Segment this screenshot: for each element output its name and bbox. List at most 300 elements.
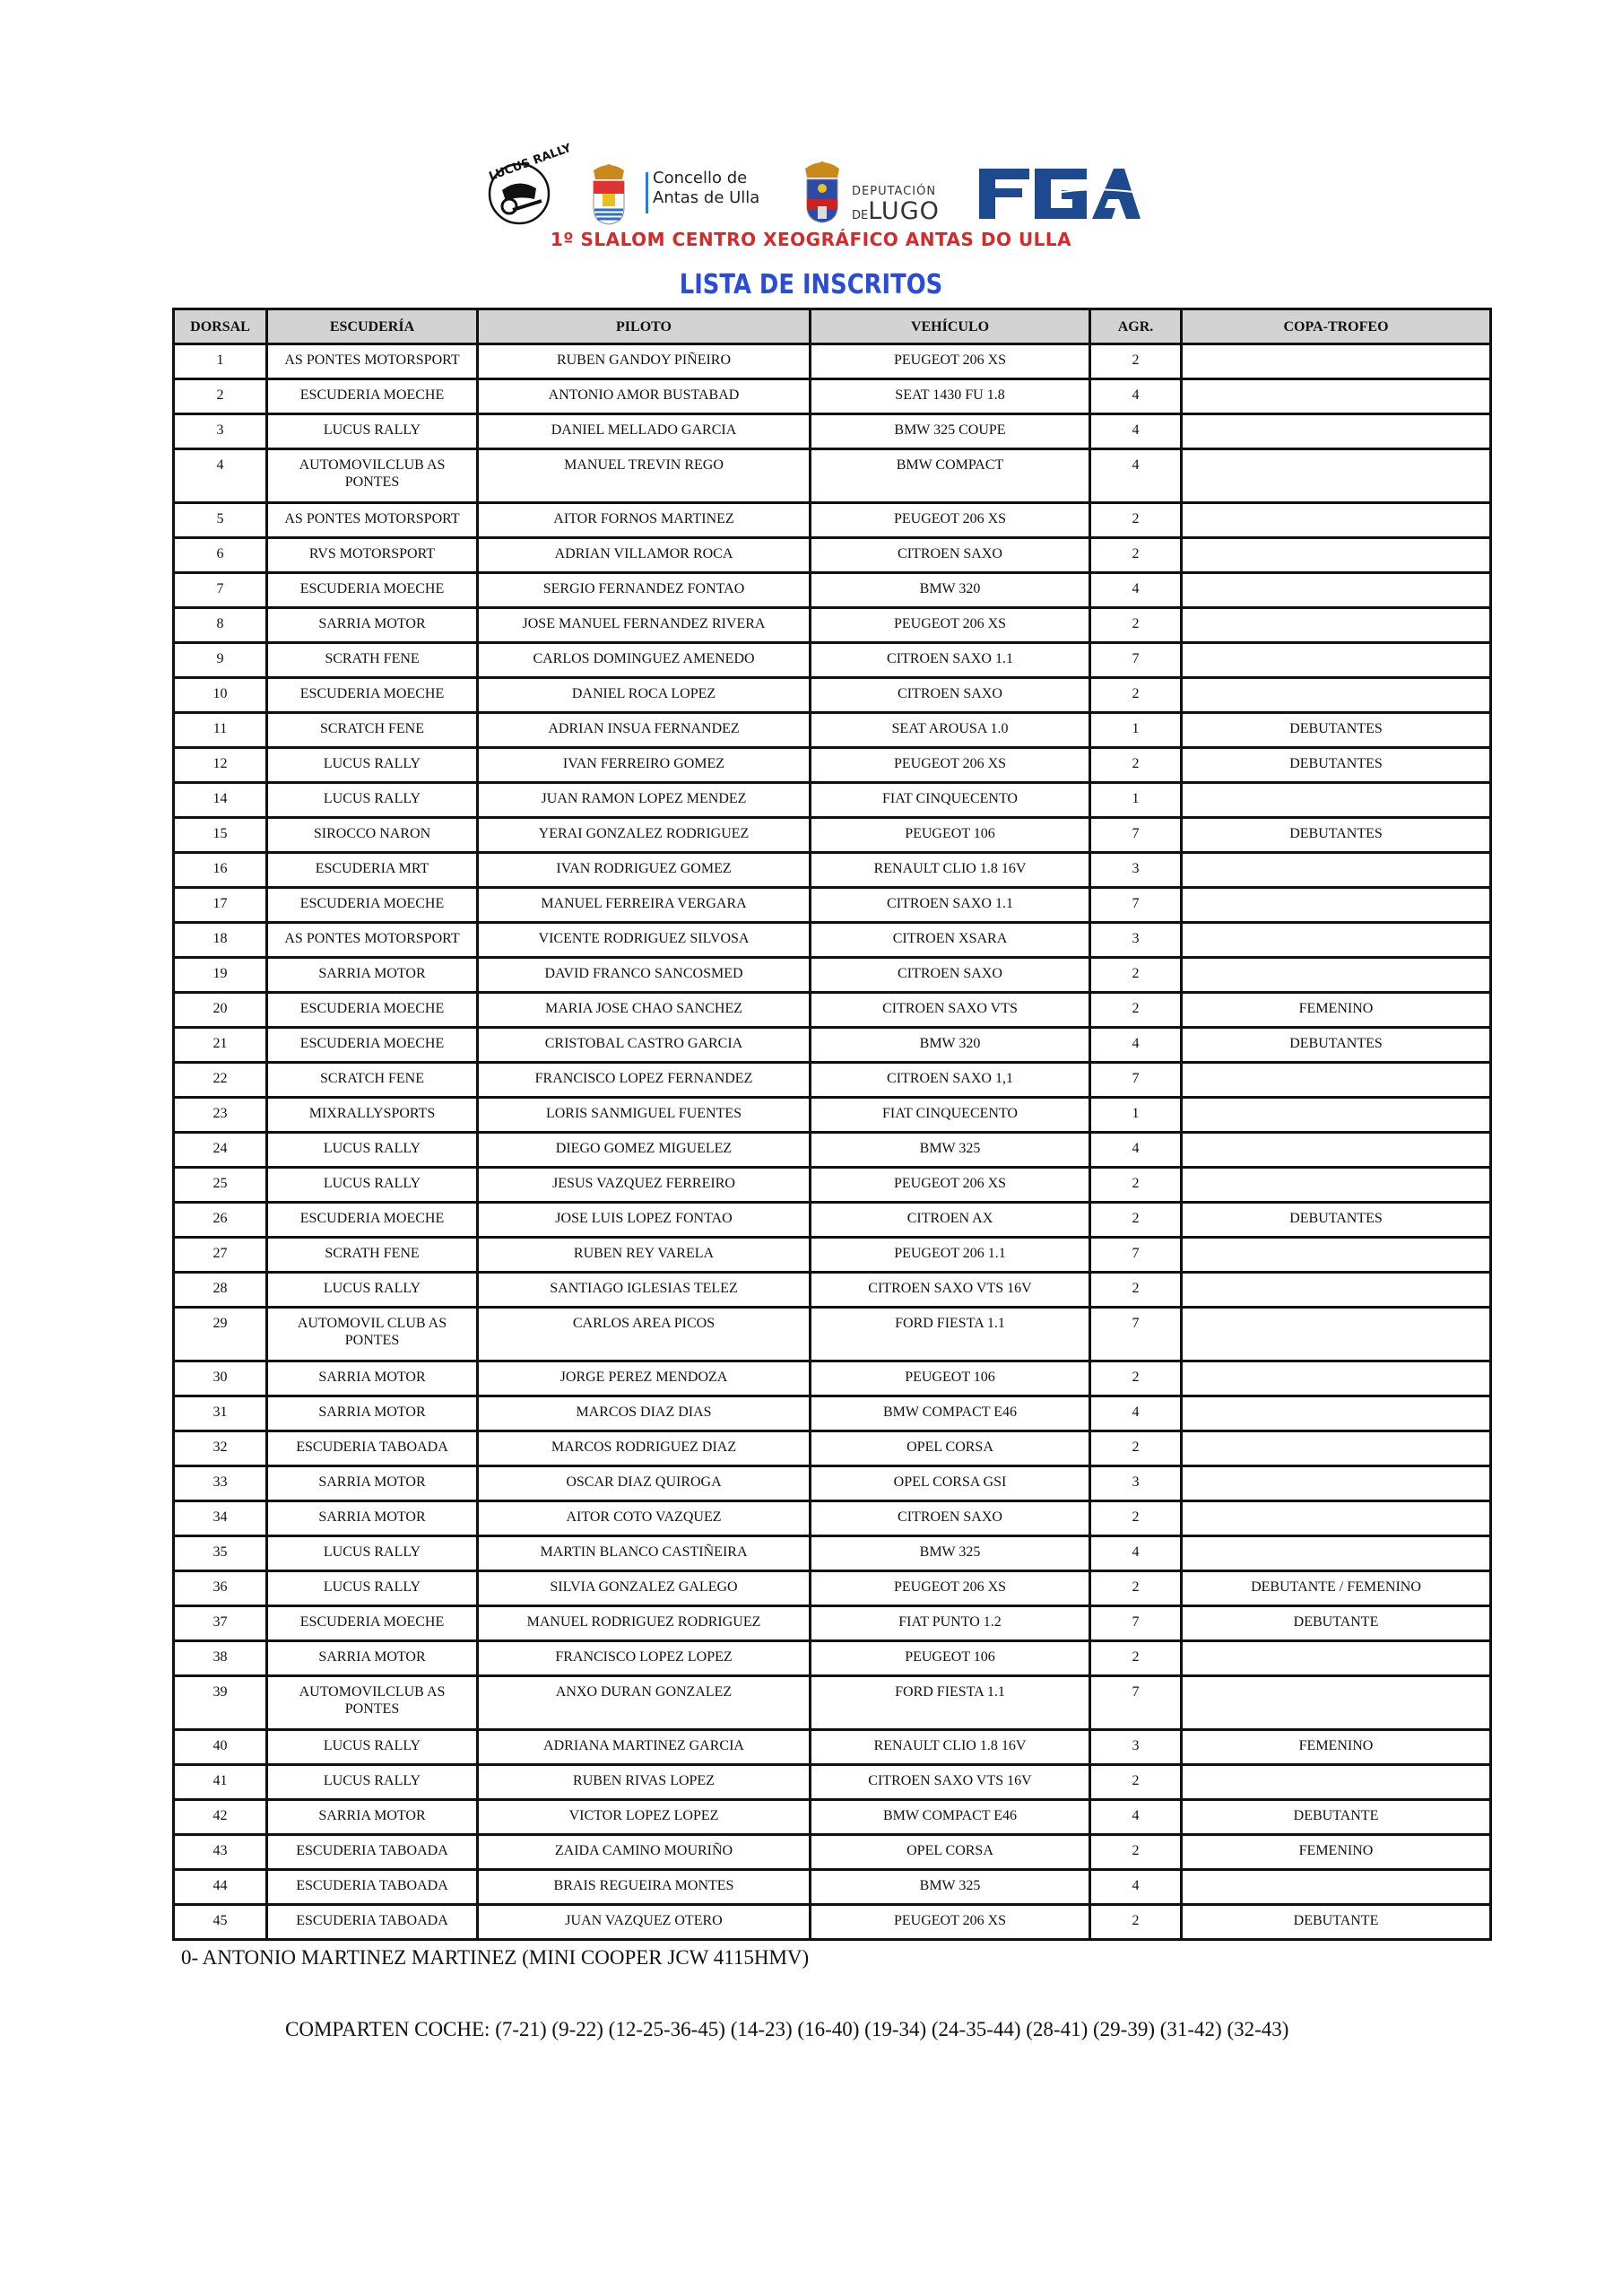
cell-piloto: ANTONIO AMOR BUSTABAD — [478, 379, 811, 414]
table-row — [174, 818, 1491, 853]
cell-agr: 2 — [1090, 748, 1182, 783]
cell-copa-trofeo — [1182, 1273, 1491, 1308]
entries-table — [172, 308, 1492, 1941]
cell-dorsal: 12 — [174, 748, 267, 783]
cell-escuderia: SARRIA MOTOR — [267, 958, 478, 993]
cell-escuderia: LUCUS RALLY — [267, 1730, 478, 1765]
cell-escuderia: LUCUS RALLY — [267, 1133, 478, 1168]
table-row — [174, 1676, 1491, 1730]
cell-piloto: ZAIDA CAMINO MOURIÑO — [478, 1835, 811, 1870]
cell-escuderia: LUCUS RALLY — [267, 783, 478, 818]
cell-piloto: DANIEL ROCA LOPEZ — [478, 678, 811, 713]
table-row — [174, 958, 1491, 993]
cell-vehiculo: BMW COMPACT E46 — [811, 1396, 1090, 1431]
table-row — [174, 608, 1491, 643]
cell-agr: 2 — [1090, 344, 1182, 379]
cell-agr: 4 — [1090, 1133, 1182, 1168]
cell-dorsal: 44 — [174, 1870, 267, 1905]
cell-agr: 7 — [1090, 818, 1182, 853]
cell-agr: 2 — [1090, 1168, 1182, 1203]
antas-de-ulla-coat-of-arms-icon — [586, 163, 631, 226]
cell-agr: 2 — [1090, 1905, 1182, 1940]
table-row — [174, 713, 1491, 748]
table-row — [174, 1361, 1491, 1396]
cell-piloto: AITOR COTO VAZQUEZ — [478, 1501, 811, 1536]
cell-agr: 2 — [1090, 1835, 1182, 1870]
cell-dorsal: 19 — [174, 958, 267, 993]
cell-dorsal: 2 — [174, 379, 267, 414]
cell-copa-trofeo — [1182, 678, 1491, 713]
table-row — [174, 1501, 1491, 1536]
cell-escuderia: SARRIA MOTOR — [267, 1466, 478, 1501]
cell-vehiculo: OPEL CORSA GSI — [811, 1466, 1090, 1501]
cell-agr: 7 — [1090, 1238, 1182, 1273]
cell-escuderia: AS PONTES MOTORSPORT — [267, 923, 478, 958]
cell-piloto: CARLOS DOMINGUEZ AMENEDO — [478, 643, 811, 678]
cell-vehiculo: CITROEN AX — [811, 1203, 1090, 1238]
column-header-piloto: PILOTO — [478, 309, 811, 344]
cell-piloto: RUBEN RIVAS LOPEZ — [478, 1765, 811, 1800]
table-row — [174, 1308, 1491, 1361]
table-row — [174, 1133, 1491, 1168]
cell-piloto: MARIA JOSE CHAO SANCHEZ — [478, 993, 811, 1028]
cell-agr: 3 — [1090, 1730, 1182, 1765]
cell-piloto: IVAN FERREIRO GOMEZ — [478, 748, 811, 783]
cell-piloto: JESUS VAZQUEZ FERREIRO — [478, 1168, 811, 1203]
cell-piloto: JOSE LUIS LOPEZ FONTAO — [478, 1203, 811, 1238]
cell-copa-trofeo — [1182, 1396, 1491, 1431]
cell-copa-trofeo: DEBUTANTES — [1182, 1203, 1491, 1238]
cell-dorsal: 36 — [174, 1571, 267, 1606]
cell-dorsal: 29 — [174, 1308, 267, 1361]
cell-piloto: DANIEL MELLADO GARCIA — [478, 414, 811, 449]
cell-copa-trofeo — [1182, 1765, 1491, 1800]
cell-agr: 2 — [1090, 958, 1182, 993]
cell-piloto: ADRIAN INSUA FERNANDEZ — [478, 713, 811, 748]
cell-agr: 2 — [1090, 1501, 1182, 1536]
cell-piloto: FRANCISCO LOPEZ FERNANDEZ — [478, 1063, 811, 1098]
cell-piloto: CRISTOBAL CASTRO GARCIA — [478, 1028, 811, 1063]
cell-copa-trofeo — [1182, 1676, 1491, 1730]
cell-escuderia: LUCUS RALLY — [267, 1168, 478, 1203]
cell-vehiculo: OPEL CORSA — [811, 1431, 1090, 1466]
cell-copa-trofeo: DEBUTANTES — [1182, 748, 1491, 783]
cell-piloto: IVAN RODRIGUEZ GOMEZ — [478, 853, 811, 888]
cell-escuderia: LUCUS RALLY — [267, 748, 478, 783]
cell-escuderia: ESCUDERIA MOECHE — [267, 379, 478, 414]
cell-vehiculo: SEAT AROUSA 1.0 — [811, 713, 1090, 748]
cell-escuderia: SIROCCO NARON — [267, 818, 478, 853]
cell-piloto: MARCOS RODRIGUEZ DIAZ — [478, 1431, 811, 1466]
table-row — [174, 1238, 1491, 1273]
table-row — [174, 1730, 1491, 1765]
cell-escuderia: ESCUDERIA TABOADA — [267, 1870, 478, 1905]
table-row — [174, 1396, 1491, 1431]
cell-copa-trofeo: DEBUTANTE — [1182, 1606, 1491, 1641]
cell-vehiculo: FIAT PUNTO 1.2 — [811, 1606, 1090, 1641]
column-header-copa-trofeo: COPA-TROFEO — [1182, 309, 1491, 344]
cell-vehiculo: FIAT CINQUECENTO — [811, 783, 1090, 818]
cell-copa-trofeo — [1182, 1431, 1491, 1466]
cell-escuderia: ESCUDERIA MOECHE — [267, 678, 478, 713]
cell-dorsal: 26 — [174, 1203, 267, 1238]
cell-piloto: FRANCISCO LOPEZ LOPEZ — [478, 1641, 811, 1676]
cell-vehiculo: RENAULT CLIO 1.8 16V — [811, 1730, 1090, 1765]
table-row — [174, 414, 1491, 449]
deputacion-de: DE — [852, 209, 869, 222]
table-row — [174, 1063, 1491, 1098]
cell-piloto: MARCOS DIAZ DIAS — [478, 1396, 811, 1431]
cell-escuderia: ESCUDERIA MRT — [267, 853, 478, 888]
shared-cars-note: COMPARTEN COCHE: (7-21) (9-22) (12-25-36-45) (14-23) (16-40) (19-34) (24-35-44) (28-41) (29-39) (31-42) (32-43) — [285, 2018, 1289, 2040]
table-row — [174, 1466, 1491, 1501]
cell-agr: 7 — [1090, 643, 1182, 678]
cell-copa-trofeo: DEBUTANTES — [1182, 1028, 1491, 1063]
cell-escuderia: ESCUDERIA TABOADA — [267, 1431, 478, 1466]
cell-escuderia: SCRATCH FENE — [267, 1063, 478, 1098]
cell-piloto: VICTOR LOPEZ LOPEZ — [478, 1800, 811, 1835]
table-row — [174, 1098, 1491, 1133]
cell-agr: 2 — [1090, 538, 1182, 573]
cell-dorsal: 9 — [174, 643, 267, 678]
cell-vehiculo: CITROEN XSARA — [811, 923, 1090, 958]
table-row — [174, 538, 1491, 573]
table-row — [174, 748, 1491, 783]
table-row — [174, 573, 1491, 608]
cell-dorsal: 21 — [174, 1028, 267, 1063]
cell-dorsal: 15 — [174, 818, 267, 853]
cell-vehiculo: CITROEN SAXO — [811, 678, 1090, 713]
cell-dorsal: 18 — [174, 923, 267, 958]
cell-agr: 7 — [1090, 1606, 1182, 1641]
cell-copa-trofeo — [1182, 538, 1491, 573]
cell-copa-trofeo: DEBUTANTES — [1182, 713, 1491, 748]
table-row — [174, 1536, 1491, 1571]
cell-piloto: MARTIN BLANCO CASTIÑEIRA — [478, 1536, 811, 1571]
cell-escuderia: ESCUDERIA TABOADA — [267, 1835, 478, 1870]
table-row — [174, 503, 1491, 538]
zero-car-note: 0- ANTONIO MARTINEZ MARTINEZ (MINI COOPER JCW 4115HMV) — [181, 1946, 810, 1969]
cell-dorsal: 41 — [174, 1765, 267, 1800]
cell-piloto: DAVID FRANCO SANCOSMED — [478, 958, 811, 993]
cell-escuderia: LUCUS RALLY — [267, 1571, 478, 1606]
table-row — [174, 1273, 1491, 1308]
column-header-escuderia: ESCUDERÍA — [267, 309, 478, 344]
cell-vehiculo: BMW 325 — [811, 1870, 1090, 1905]
cell-escuderia: AS PONTES MOTORSPORT — [267, 344, 478, 379]
table-row — [174, 1765, 1491, 1800]
cell-dorsal: 40 — [174, 1730, 267, 1765]
cell-escuderia: ESCUDERIA MOECHE — [267, 1606, 478, 1641]
cell-copa-trofeo — [1182, 1501, 1491, 1536]
cell-piloto: JUAN VAZQUEZ OTERO — [478, 1905, 811, 1940]
table-row — [174, 1800, 1491, 1835]
cell-escuderia: ESCUDERIA MOECHE — [267, 993, 478, 1028]
cell-copa-trofeo — [1182, 503, 1491, 538]
cell-escuderia: ESCUDERIA MOECHE — [267, 1028, 478, 1063]
cell-agr: 2 — [1090, 1203, 1182, 1238]
cell-dorsal: 31 — [174, 1396, 267, 1431]
cell-copa-trofeo: FEMENINO — [1182, 1730, 1491, 1765]
cell-copa-trofeo: FEMENINO — [1182, 1835, 1491, 1870]
cell-dorsal: 33 — [174, 1466, 267, 1501]
cell-agr: 1 — [1090, 783, 1182, 818]
cell-vehiculo: BMW 320 — [811, 573, 1090, 608]
cell-vehiculo: FORD FIESTA 1.1 — [811, 1308, 1090, 1361]
cell-vehiculo: BMW COMPACT — [811, 449, 1090, 503]
cell-vehiculo: CITROEN SAXO VTS 16V — [811, 1273, 1090, 1308]
cell-piloto: CARLOS AREA PICOS — [478, 1308, 811, 1361]
cell-copa-trofeo — [1182, 344, 1491, 379]
concello-line-2: Antas de Ulla — [653, 188, 760, 207]
cell-dorsal: 11 — [174, 713, 267, 748]
table-row — [174, 853, 1491, 888]
cell-copa-trofeo — [1182, 1308, 1491, 1361]
cell-escuderia: ESCUDERIA TABOADA — [267, 1905, 478, 1940]
cell-copa-trofeo: DEBUTANTE — [1182, 1800, 1491, 1835]
cell-copa-trofeo — [1182, 1466, 1491, 1501]
cell-vehiculo: CITROEN SAXO VTS — [811, 993, 1090, 1028]
cell-piloto: JORGE PEREZ MENDOZA — [478, 1361, 811, 1396]
cell-vehiculo: CITROEN SAXO VTS 16V — [811, 1765, 1090, 1800]
cell-dorsal: 37 — [174, 1606, 267, 1641]
table-row — [174, 1028, 1491, 1063]
cell-vehiculo: FIAT CINQUECENTO — [811, 1098, 1090, 1133]
cell-agr: 2 — [1090, 1571, 1182, 1606]
cell-agr: 2 — [1090, 1361, 1182, 1396]
fga-logo — [979, 169, 1141, 219]
cell-escuderia: LUCUS RALLY — [267, 1536, 478, 1571]
concello-line-1: Concello de — [653, 169, 748, 187]
cell-piloto: RUBEN GANDOY PIÑEIRO — [478, 344, 811, 379]
cell-vehiculo: CITROEN SAXO — [811, 958, 1090, 993]
cell-dorsal: 38 — [174, 1641, 267, 1676]
cell-copa-trofeo — [1182, 783, 1491, 818]
cell-dorsal: 39 — [174, 1676, 267, 1730]
cell-vehiculo: CITROEN SAXO — [811, 538, 1090, 573]
cell-escuderia: SCRATH FENE — [267, 643, 478, 678]
cell-dorsal: 34 — [174, 1501, 267, 1536]
cell-copa-trofeo — [1182, 853, 1491, 888]
cell-piloto: VICENTE RODRIGUEZ SILVOSA — [478, 923, 811, 958]
cell-dorsal: 43 — [174, 1835, 267, 1870]
cell-agr: 4 — [1090, 1870, 1182, 1905]
cell-vehiculo: PEUGEOT 106 — [811, 1641, 1090, 1676]
cell-agr: 2 — [1090, 1431, 1182, 1466]
table-row — [174, 643, 1491, 678]
cell-piloto: JOSE MANUEL FERNANDEZ RIVERA — [478, 608, 811, 643]
cell-dorsal: 17 — [174, 888, 267, 923]
cell-dorsal: 45 — [174, 1905, 267, 1940]
cell-piloto: MANUEL RODRIGUEZ RODRIGUEZ — [478, 1606, 811, 1641]
cell-piloto: DIEGO GOMEZ MIGUELEZ — [478, 1133, 811, 1168]
cell-dorsal: 1 — [174, 344, 267, 379]
cell-escuderia: SARRIA MOTOR — [267, 1800, 478, 1835]
cell-escuderia: SARRIA MOTOR — [267, 1396, 478, 1431]
cell-copa-trofeo — [1182, 379, 1491, 414]
cell-agr: 2 — [1090, 608, 1182, 643]
cell-vehiculo: PEUGEOT 206 XS — [811, 344, 1090, 379]
cell-escuderia: SARRIA MOTOR — [267, 1501, 478, 1536]
table-row — [174, 1571, 1491, 1606]
cell-piloto: SANTIAGO IGLESIAS TELEZ — [478, 1273, 811, 1308]
table-row — [174, 344, 1491, 379]
cell-dorsal: 16 — [174, 853, 267, 888]
cell-copa-trofeo — [1182, 1168, 1491, 1203]
cell-copa-trofeo — [1182, 643, 1491, 678]
cell-vehiculo: CITROEN SAXO 1.1 — [811, 888, 1090, 923]
sponsor-logos — [475, 141, 1139, 233]
cell-dorsal: 30 — [174, 1361, 267, 1396]
cell-piloto: SILVIA GONZALEZ GALEGO — [478, 1571, 811, 1606]
cell-dorsal: 22 — [174, 1063, 267, 1098]
cell-piloto: YERAI GONZALEZ RODRIGUEZ — [478, 818, 811, 853]
cell-dorsal: 14 — [174, 783, 267, 818]
cell-dorsal: 4 — [174, 449, 267, 503]
cell-piloto: JUAN RAMON LOPEZ MENDEZ — [478, 783, 811, 818]
concello-divider — [646, 172, 648, 213]
cell-copa-trofeo — [1182, 1361, 1491, 1396]
cell-piloto: LORIS SANMIGUEL FUENTES — [478, 1098, 811, 1133]
list-title: LISTA DE INSCRITOS — [679, 269, 943, 300]
table-header-row — [174, 309, 1491, 344]
cell-escuderia: AS PONTES MOTORSPORT — [267, 503, 478, 538]
cell-escuderia: LUCUS RALLY — [267, 414, 478, 449]
cell-dorsal: 25 — [174, 1168, 267, 1203]
cell-copa-trofeo — [1182, 1536, 1491, 1571]
cell-dorsal: 8 — [174, 608, 267, 643]
cell-escuderia: AUTOMOVILCLUB AS PONTES — [267, 449, 478, 503]
concello-logo-text — [653, 169, 759, 208]
cell-agr: 4 — [1090, 1028, 1182, 1063]
cell-vehiculo: FORD FIESTA 1.1 — [811, 1676, 1090, 1730]
cell-copa-trofeo — [1182, 1063, 1491, 1098]
cell-agr: 2 — [1090, 1273, 1182, 1308]
cell-dorsal: 24 — [174, 1133, 267, 1168]
cell-vehiculo: BMW 325 COUPE — [811, 414, 1090, 449]
cell-vehiculo: PEUGEOT 206 XS — [811, 1168, 1090, 1203]
cell-escuderia: RVS MOTORSPORT — [267, 538, 478, 573]
cell-vehiculo: SEAT 1430 FU 1.8 — [811, 379, 1090, 414]
cell-escuderia: SARRIA MOTOR — [267, 1361, 478, 1396]
cell-dorsal: 7 — [174, 573, 267, 608]
cell-escuderia: ESCUDERIA MOECHE — [267, 1203, 478, 1238]
cell-copa-trofeo — [1182, 923, 1491, 958]
table-row — [174, 1168, 1491, 1203]
cell-piloto: RUBEN REY VARELA — [478, 1238, 811, 1273]
cell-vehiculo: OPEL CORSA — [811, 1835, 1090, 1870]
cell-copa-trofeo — [1182, 1870, 1491, 1905]
cell-agr: 4 — [1090, 573, 1182, 608]
cell-vehiculo: CITROEN SAXO 1,1 — [811, 1063, 1090, 1098]
cell-escuderia: ESCUDERIA MOECHE — [267, 573, 478, 608]
cell-dorsal: 42 — [174, 1800, 267, 1835]
deputacion-line-1: DEPUTACIÓN — [852, 185, 937, 198]
cell-agr: 2 — [1090, 678, 1182, 713]
cell-piloto: ADRIANA MARTINEZ GARCIA — [478, 1730, 811, 1765]
cell-agr: 4 — [1090, 1800, 1182, 1835]
cell-agr: 1 — [1090, 713, 1182, 748]
cell-copa-trofeo — [1182, 1238, 1491, 1273]
cell-dorsal: 5 — [174, 503, 267, 538]
table-row — [174, 1203, 1491, 1238]
cell-dorsal: 10 — [174, 678, 267, 713]
cell-agr: 3 — [1090, 923, 1182, 958]
cell-agr: 4 — [1090, 1536, 1182, 1571]
cell-agr: 2 — [1090, 1765, 1182, 1800]
table-row — [174, 1431, 1491, 1466]
cell-piloto: ANXO DURAN GONZALEZ — [478, 1676, 811, 1730]
cell-copa-trofeo — [1182, 958, 1491, 993]
cell-agr: 7 — [1090, 888, 1182, 923]
cell-piloto: BRAIS REGUEIRA MONTES — [478, 1870, 811, 1905]
cell-dorsal: 28 — [174, 1273, 267, 1308]
cell-agr: 7 — [1090, 1308, 1182, 1361]
cell-piloto: MANUEL FERREIRA VERGARA — [478, 888, 811, 923]
cell-copa-trofeo — [1182, 888, 1491, 923]
cell-copa-trofeo — [1182, 1641, 1491, 1676]
table-row — [174, 1641, 1491, 1676]
cell-dorsal: 6 — [174, 538, 267, 573]
cell-copa-trofeo — [1182, 449, 1491, 503]
cell-piloto: OSCAR DIAZ QUIROGA — [478, 1466, 811, 1501]
cell-copa-trofeo: DEBUTANTE / FEMENINO — [1182, 1571, 1491, 1606]
cell-agr: 2 — [1090, 993, 1182, 1028]
cell-vehiculo: BMW COMPACT E46 — [811, 1800, 1090, 1835]
table-row — [174, 783, 1491, 818]
cell-vehiculo: PEUGEOT 106 — [811, 818, 1090, 853]
cell-agr: 3 — [1090, 853, 1182, 888]
cell-copa-trofeo: DEBUTANTES — [1182, 818, 1491, 853]
cell-vehiculo: CITROEN SAXO 1.1 — [811, 643, 1090, 678]
cell-agr: 4 — [1090, 1396, 1182, 1431]
deputacion-line-2 — [852, 197, 940, 225]
cell-escuderia: SARRIA MOTOR — [267, 608, 478, 643]
cell-vehiculo: PEUGEOT 206 XS — [811, 1905, 1090, 1940]
table-row — [174, 678, 1491, 713]
deputacion-lugo: LUGO — [868, 197, 940, 225]
cell-escuderia: LUCUS RALLY — [267, 1273, 478, 1308]
column-header-dorsal: DORSAL — [174, 309, 267, 344]
cell-escuderia: LUCUS RALLY — [267, 1765, 478, 1800]
cell-copa-trofeo — [1182, 573, 1491, 608]
cell-escuderia: SCRATCH FENE — [267, 713, 478, 748]
entries-body — [174, 344, 1491, 1940]
cell-agr: 7 — [1090, 1063, 1182, 1098]
cell-dorsal: 32 — [174, 1431, 267, 1466]
cell-escuderia: ESCUDERIA MOECHE — [267, 888, 478, 923]
table-row — [174, 449, 1491, 503]
cell-escuderia: SCRATH FENE — [267, 1238, 478, 1273]
cell-vehiculo: PEUGEOT 206 1.1 — [811, 1238, 1090, 1273]
lucus-rally-logo-text: LUCUS RALLY — [487, 141, 574, 184]
cell-agr: 1 — [1090, 1098, 1182, 1133]
cell-vehiculo: CITROEN SAXO — [811, 1501, 1090, 1536]
cell-vehiculo: PEUGEOT 206 XS — [811, 1571, 1090, 1606]
cell-vehiculo: PEUGEOT 206 XS — [811, 748, 1090, 783]
cell-agr: 4 — [1090, 414, 1182, 449]
cell-piloto: AITOR FORNOS MARTINEZ — [478, 503, 811, 538]
lugo-coat-of-arms-icon — [800, 160, 845, 224]
table-row — [174, 1835, 1491, 1870]
cell-vehiculo: PEUGEOT 106 — [811, 1361, 1090, 1396]
cell-agr: 2 — [1090, 503, 1182, 538]
table-row — [174, 923, 1491, 958]
cell-escuderia: SARRIA MOTOR — [267, 1641, 478, 1676]
table-row — [174, 1870, 1491, 1905]
cell-piloto: MANUEL TREVIN REGO — [478, 449, 811, 503]
cell-piloto: SERGIO FERNANDEZ FONTAO — [478, 573, 811, 608]
